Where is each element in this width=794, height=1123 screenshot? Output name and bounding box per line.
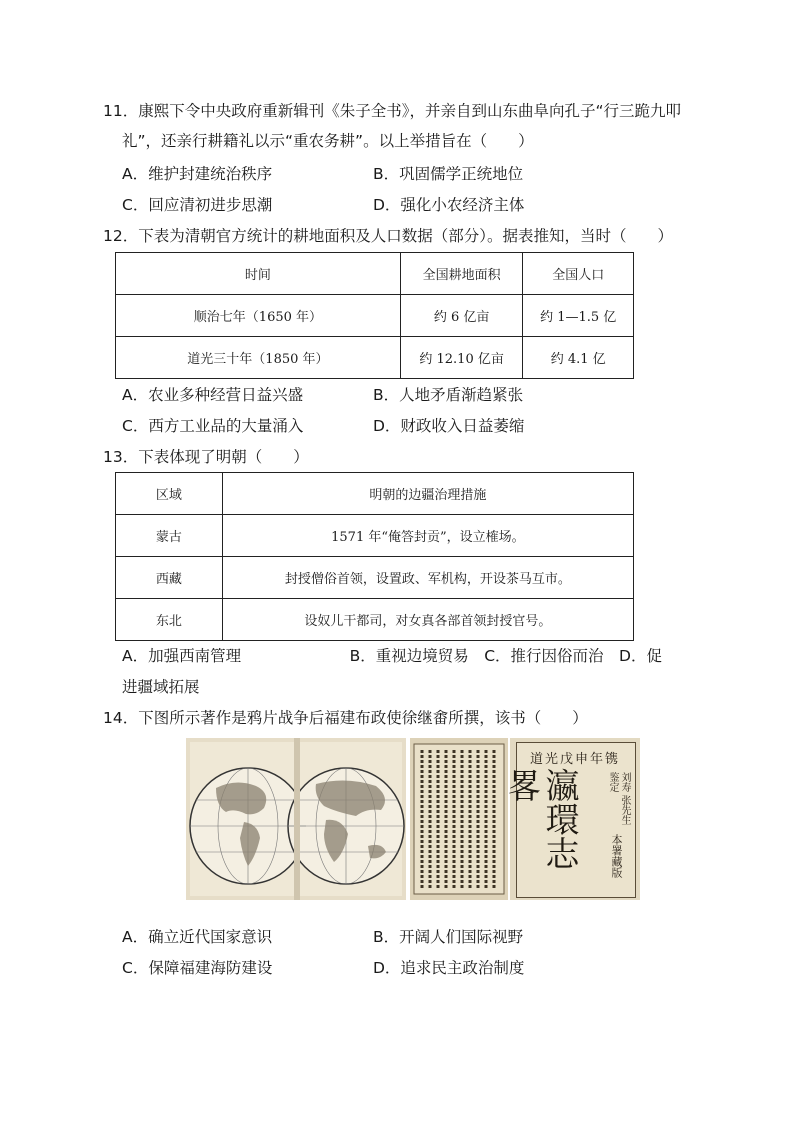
table-cell: 蒙古 — [116, 515, 223, 557]
cover-title: 瀛環志畧 — [501, 768, 579, 870]
q12-option-b: B．人地矛盾渐趋紧张 — [373, 386, 524, 404]
q12-table — [115, 252, 634, 379]
q14-option-d: D．追求民主政治制度 — [373, 959, 525, 977]
table-row — [116, 295, 634, 337]
cover-bottom-text: 本署藏版 — [610, 834, 623, 878]
q11-option-a: A．维护封建统治秩序 — [122, 165, 273, 183]
q12-option-c: C．西方工业品的大量涌入 — [122, 417, 304, 435]
q11-option-d: D．强化小农经济主体 — [373, 196, 525, 214]
table-row — [116, 557, 634, 599]
q11-option-c: C．回应清初进步思潮 — [122, 196, 273, 214]
q12-stem: 12．下表为清朝官方统计的耕地面积及人口数据（部分）。据表推知，当时（ ） — [103, 227, 673, 245]
table-cell: 约 6 亿亩 — [400, 295, 523, 337]
q12-option-d: D．财政收入日益萎缩 — [373, 417, 525, 435]
table-cell: 1571 年“俺答封贡”，设立榷场。 — [222, 515, 633, 557]
table-header-cell: 明朝的边疆治理措施 — [222, 473, 633, 515]
table-cell: 约 1—1.5 亿 — [523, 295, 634, 337]
table-header-row — [116, 473, 634, 515]
cover-top-text: 道光戊申年镌 — [529, 752, 620, 767]
table-row — [116, 599, 634, 641]
q13-table — [115, 472, 634, 641]
q12-option-a: A．农业多种经营日益兴盛 — [122, 386, 304, 404]
table-header-cell: 全国耕地面积 — [400, 253, 523, 295]
table-row — [116, 337, 634, 379]
q11-option-b: B．巩固儒学正统地位 — [373, 165, 524, 183]
q13-options-line2: 进疆域拓展 — [122, 678, 200, 696]
table-header-cell: 时间 — [116, 253, 401, 295]
table-cell: 东北 — [116, 599, 223, 641]
table-cell: 顺治七年（1650 年） — [116, 295, 401, 337]
table-cell: 道光三十年（1850 年） — [116, 337, 401, 379]
table-cell: 约 12.10 亿亩 — [400, 337, 523, 379]
cover-subtitle: 刘寿 张先生 鉴定 — [607, 772, 630, 826]
table-header-cell: 全国人口 — [523, 253, 634, 295]
q14-stem: 14．下图所示著作是鸦片战争后福建布政使徐继畬所撰，该书（ ） — [103, 709, 588, 727]
q13-options-line1: A．加强西南管理 B．重视边境贸易 C．推行因俗而治 D．促 — [122, 647, 662, 665]
text-page-image — [410, 738, 508, 900]
q14-option-a: A．确立近代国家意识 — [122, 928, 273, 946]
book-cover-image — [501, 738, 640, 900]
table-header-row — [116, 253, 634, 295]
q11-stem-line2: 礼”，还亲行耕籍礼以示“重农务耕”。以上举措旨在（ ） — [122, 132, 534, 150]
q14-option-c: C．保障福建海防建设 — [122, 959, 273, 977]
q14-option-b: B．开阔人们国际视野 — [373, 928, 524, 946]
table-cell: 约 4.1 亿 — [523, 337, 634, 379]
q13-stem: 13．下表体现了明朝（ ） — [103, 448, 309, 466]
table-cell: 西藏 — [116, 557, 223, 599]
table-header-cell: 区域 — [116, 473, 223, 515]
table-cell: 封授僧俗首领，设置政、军机构，开设茶马互市。 — [222, 557, 633, 599]
table-row — [116, 515, 634, 557]
q11-stem-line1: 11．康熙下令中央政府重新辑刊《朱子全书》，并亲自到山东曲阜向孔子“行三跪九叩 — [103, 102, 682, 120]
table-cell: 设奴儿干都司，对女真各部首领封授官号。 — [222, 599, 633, 641]
world-map-image — [186, 738, 406, 900]
